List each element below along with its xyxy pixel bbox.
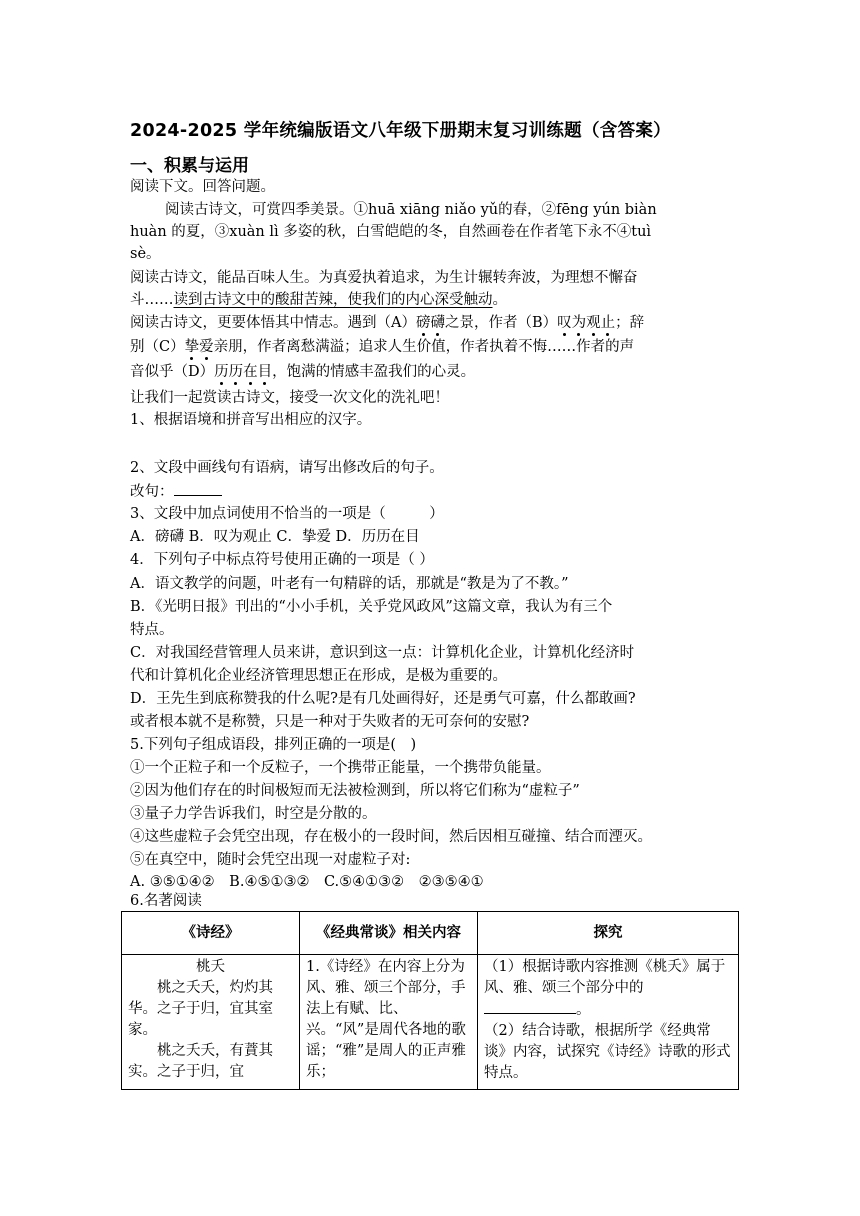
content-cell (300, 955, 478, 1090)
dotted-word-c: 挚爱 (184, 339, 214, 355)
q4-option-c-line2: 代和计算机化企业经济管理思想正在形成，是极为重要的。 (130, 668, 507, 684)
question-1: 1、根据语境和拼音写出相应的汉字。 (130, 412, 372, 428)
para3-line1 (130, 313, 644, 333)
para2-line2 (130, 290, 507, 310)
document-title: 2024-2025 学年统编版语文八年级下册期末复习训练题（含答案） (130, 121, 671, 141)
para3-text: ，饱满的情感丰盈我们的心灵。 (272, 364, 476, 380)
para3-text: 阅读古诗文，更要体悟其中情志。遇到（A） (130, 315, 416, 331)
q5-item-4: ④这些虚粒子会凭空出现，存在极小的一段时间，然后因相互碰撞、结合而湮灭。 (130, 829, 652, 845)
poem-stanza-1: 桃之夭夭，灼灼其华。之子于归，宜其室家。 (128, 980, 273, 1038)
question-6: 6.名著阅读 (130, 893, 202, 909)
q4-option-c-line1: C．对我国经营管理人员来讲，意识到这一点：计算机化企业，计算机化经济时 (130, 645, 635, 661)
answer-blank[interactable] (174, 481, 222, 496)
answer-label: 改句： (130, 484, 174, 500)
para2-text: 斗…… (130, 292, 174, 308)
question-3: 3、文段中加点词使用不恰当的一项是（ ） (130, 506, 444, 522)
content-text: 1.《诗经》在内容上分为风、雅、颂三个部分，手法上有赋、比、兴。“风”是周代各地的歌谣；“雅”是周人的正声雅乐； (306, 959, 466, 1080)
para2-line1: 阅读古诗文，能品百味人生。为真爱执着追求，为生计辗转奔波，为理想不懈奋 (130, 270, 638, 286)
intro-text: 阅读下文。回答问题。 (130, 179, 275, 195)
para3-text: 亲朋，作者离愁满溢；追求人生价值，作者执着不悔……作者的声 (213, 339, 635, 355)
table-header: 《诗经》 (122, 912, 300, 955)
para3-text: ；辞 (615, 315, 645, 331)
explore-cell (478, 955, 739, 1090)
para3-text: 别（C） (130, 339, 185, 355)
para3-text: 之景，作者（B） (444, 315, 558, 331)
poem-cell (122, 955, 300, 1090)
para4: 让我们一起赏读古诗文，接受一次文化的洗礼吧！ (130, 390, 449, 406)
para3-line3 (130, 362, 475, 382)
dotted-word-d: 历历在目 (214, 364, 273, 380)
table-row (122, 955, 739, 1090)
para1-line1: 阅读古诗文，可赏四季美景。①huā xiāng niǎo yǔ的春，②fēng yún biàn (165, 202, 657, 218)
explore-answer-blank[interactable] (484, 999, 576, 1014)
q5-item-3: ③量子力学告诉我们，时空是分散的。 (130, 806, 377, 822)
q4-option-d-line2: 或者根本就不是称赞，只是一种对于失败者的无可奈何的安慰? (130, 714, 530, 730)
para1-line3: sè。 (130, 246, 161, 262)
reading-table (121, 911, 739, 1090)
q5-item-1: ①一个正粒子和一个反粒子，一个携带正能量，一个携带负能量。 (130, 760, 551, 776)
q5-item-5: ⑤在真空中，随时会凭空出现一对虚粒子对: (130, 852, 411, 868)
dotted-word-b: 叹为观止 (557, 315, 616, 331)
question-2: 2、文段中画线句有语病，请写出修改后的句子。 (130, 460, 444, 476)
explore-question-2: （2）结合诗歌，根据所学《经典常谈》内容，试探究《诗经》诗歌的形式特点。 (484, 1023, 731, 1081)
q2-answer-line (130, 481, 222, 502)
q4-option-b-line2: 特点。 (130, 622, 174, 638)
explore-question-1: （1）根据诗歌内容推测《桃夭》属于风、雅、颂三个部分中的 (484, 959, 726, 996)
section-heading: 一、积累与运用 (130, 156, 249, 176)
q4-option-d-line1: D．王先生到底称赞我的什么呢?是有几处画得好，还是勇气可嘉，什么都敢画? (130, 691, 636, 707)
q4-option-a: A．语文教学的问题，叶老有一句精辟的话，那就是“教是为了不教。” (130, 576, 569, 592)
q5-options: A. ③⑤①④② B.④⑤①③② C.⑤④①③② ②③⑤④① (130, 874, 484, 890)
table-header: 《经典常谈》相关内容 (300, 912, 478, 955)
poem-stanza-2: 桃之夭夭，有蕡其实。之子于归，宜 (128, 1043, 273, 1080)
explore-period: 。 (576, 1002, 591, 1018)
poem-title: 桃夭 (196, 959, 225, 975)
para3-line2 (130, 337, 634, 357)
dotted-word-a: 磅礴 (415, 315, 445, 331)
question-4: 4．下列句子中标点符号使用正确的一项是（ ） (130, 552, 434, 568)
q3-options: A．磅礴 B．叹为观止 C．挚爱 D．历历在目 (130, 529, 420, 545)
para3-text: 音似乎（D） (130, 364, 215, 380)
q5-item-2: ②因为他们存在的时间极短而无法被检测到，所以将它们称为“虚粒子” (130, 783, 580, 799)
q4-option-b-line1: B．《光明日报》刊出的“小小手机，关乎党风政风”这篇文章，我认为有三个 (130, 599, 613, 615)
underlined-sentence: 读到古诗文中的酸甜苦辣，使我们的内心深受触动 (173, 292, 493, 308)
para2-period: 。 (492, 292, 507, 308)
table-header-row (122, 912, 739, 955)
question-5: 5.下列句子组成语段，排列正确的一项是( ) (130, 737, 417, 753)
para1-line2: huàn 的夏，③xuàn lì 多姿的秋，白雪皑皑的冬，自然画卷在作者笔下永不④tuì (130, 224, 652, 240)
table-header: 探究 (478, 912, 739, 955)
